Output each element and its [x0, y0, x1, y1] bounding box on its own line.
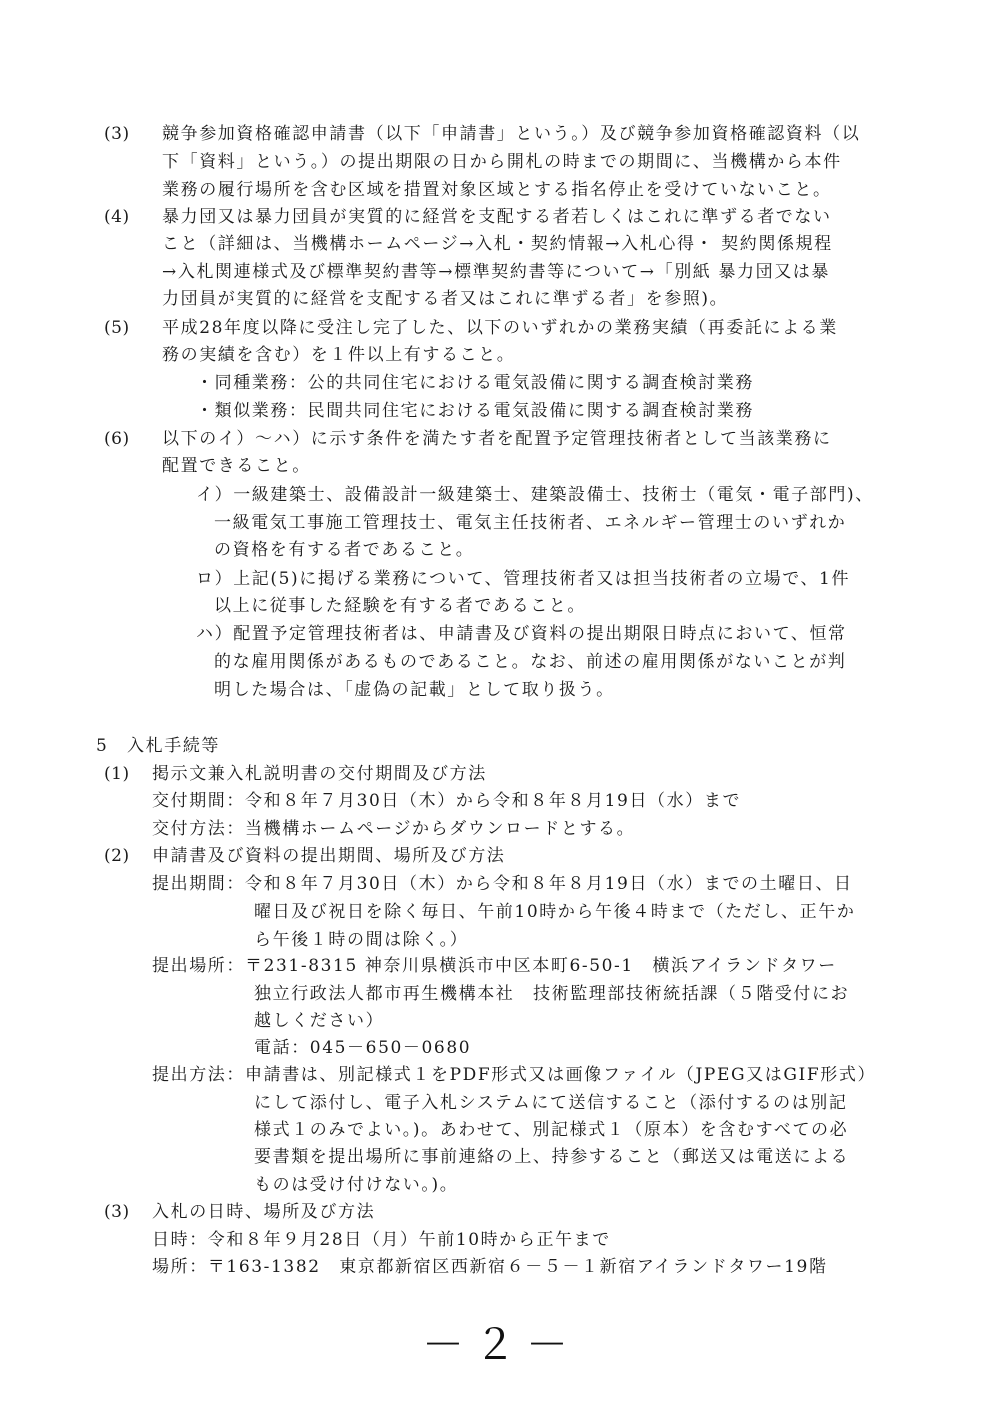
text-line: 業務の履行場所を含む区域を措置対象区域とする指名停止を受けていないこと。 [162, 180, 832, 200]
item-number: (4) [104, 207, 130, 227]
submission-method: 提出方法：申請書は、別記様式１をPDF形式又は画像ファイル（JPEG又はGIF形式） [152, 1065, 877, 1085]
text-line: 的な雇用関係があるものであること。なお、前述の雇用関係がないことが判 [214, 652, 847, 672]
subsection-title: 掲示文兼入札説明書の交付期間及び方法 [152, 764, 487, 784]
item-number: (3) [104, 1202, 130, 1222]
text-line: 以上に従事した経験を有する者であること。 [214, 596, 586, 616]
bid-datetime: 日時：令和８年９月28日（月）午前10時から正午まで [152, 1230, 611, 1250]
text-line: の資格を有する者であること。 [214, 540, 475, 560]
item-number: (6) [104, 429, 130, 449]
item-number: (2) [104, 846, 130, 866]
delivery-period: 交付期間：令和８年７月30日（木）から令和８年８月19日（水）まで [152, 791, 742, 811]
text-line: 下「資料」という。）の提出期限の日から開札の時までの期間に、当機構から本件 [162, 152, 842, 172]
text-line: 暴力団又は暴力団員が実質的に経営を支配する者若しくはこれに準ずる者でない [162, 207, 832, 227]
text-line: 独立行政法人都市再生機構本社 技術監理部技術統括課（５階受付にお [254, 984, 850, 1004]
text-line: にして添付し、電子入札システムにて送信すること（添付するのは別記 [254, 1093, 848, 1113]
subsection-title: 申請書及び資料の提出期間、場所及び方法 [152, 846, 506, 866]
text-line: 力団員が実質的に経営を支配する者又はこれに準ずる者」を参照)。 [162, 289, 729, 309]
page-number: －２－ [421, 1320, 578, 1369]
text-line: ら午後１時の間は除く。） [254, 930, 469, 950]
item-number: (1) [104, 764, 130, 784]
bullet-item: ・類似業務：民間共同住宅における電気設備に関する調査検討業務 [196, 401, 754, 421]
subsection-title: 入札の日時、場所及び方法 [152, 1202, 376, 1222]
bullet-item: ・同種業務：公的共同住宅における電気設備に関する調査検討業務 [196, 373, 754, 393]
text-line: 以下のイ）～ハ）に示す条件を満たす者を配置予定管理技術者として当該業務に [162, 429, 832, 449]
bid-place: 場所：〒163-1382 東京都新宿区西新宿６－５－１新宿アイランドタワー19階 [152, 1257, 828, 1277]
text-line: 明した場合は、「虚偽の記載」として取り扱う。 [214, 680, 615, 700]
text-line: 競争参加資格確認申請書（以下「申請書」という。）及び競争参加資格確認資料（以 [162, 124, 861, 144]
text-line: 一級電気工事施工管理技士、電気主任技術者、エネルギー管理士のいずれか [214, 513, 847, 533]
text-line: 越しください） [254, 1011, 385, 1031]
submission-place: 提出場所：〒231-8315 神奈川県横浜市中区本町6-50-1 横浜アイランドタワー [152, 956, 837, 976]
text-line: 曜日及び祝日を除く毎日、午前10時から午後４時まで（ただし、正午か [254, 902, 856, 922]
text-line: 配置できること。 [162, 456, 311, 476]
text-line: 務の実績を含む）を１件以上有すること。 [162, 345, 516, 365]
sub-item-i: イ）一級建築士、設備設計一級建築士、建築設備士、技術士（電気・電子部門)、 [196, 485, 874, 505]
delivery-method: 交付方法：当機構ホームページからダウンロードとする。 [152, 819, 636, 839]
text-line: →入札関連様式及び標準契約書等→標準契約書等について→「別紙 暴力団又は暴 [162, 262, 830, 282]
phone-number: 電話：045－650－0680 [254, 1038, 472, 1058]
text-line: 平成28年度以降に受注し完了した、以下のいずれかの業務実績（再委託による業 [162, 318, 838, 338]
sub-item-ro: ロ）上記(5)に掲げる業務について、管理技術者又は担当技術者の立場で、1件 [196, 569, 851, 589]
item-number: (3) [104, 124, 130, 144]
text-line: 要書類を提出場所に事前連絡の上、持参すること（郵送又は電送による [254, 1147, 850, 1167]
item-number: (5) [104, 318, 130, 338]
sub-item-ha: ハ）配置予定管理技術者は、申請書及び資料の提出期限日時点において、恒常 [196, 624, 847, 644]
text-line: こと（詳細は、当機構ホームページ→入札・契約情報→入札心得・ 契約関係規程 [162, 234, 833, 254]
text-line: 様式１のみでよい。)。あわせて、別記様式１（原本）を含むすべての必 [254, 1120, 849, 1140]
section-heading: 5 入札手続等 [96, 736, 221, 756]
submission-period: 提出期間：令和８年７月30日（木）から令和８年８月19日（水）までの土曜日、日 [152, 874, 853, 894]
text-line: ものは受け付けない。)。 [254, 1175, 459, 1195]
